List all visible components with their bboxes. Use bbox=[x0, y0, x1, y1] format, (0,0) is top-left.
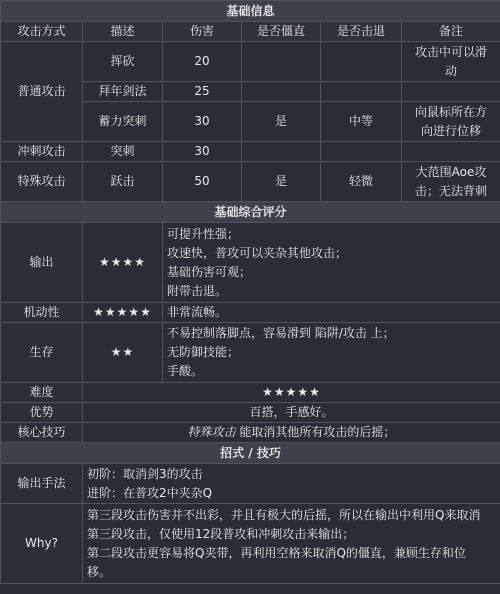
rating-stars: ★★★★ bbox=[83, 223, 163, 303]
note-line: 大范围Aoe攻 bbox=[415, 164, 487, 179]
detail-line: 第三段攻击，仅使用12段普攻和冲刺攻击来输出； bbox=[87, 526, 355, 541]
detail-line: 第二段攻击更容易将Q夹带，再利用空格来取消Q的僵直，兼顾生存和位 bbox=[87, 545, 466, 560]
attack-stagger bbox=[242, 42, 321, 82]
header-attack-type: 攻击方式 bbox=[1, 22, 83, 42]
detail-line: 可提升性强； bbox=[167, 226, 240, 241]
rating-label: 机动性 bbox=[1, 303, 83, 323]
note-line: 攻击中可以滑 bbox=[415, 44, 488, 59]
attack-damage: 30 bbox=[163, 142, 242, 162]
header-knockback: 是否击退 bbox=[321, 22, 402, 42]
note-line: 向进行位移 bbox=[421, 123, 482, 138]
detail-line: 不易控制落脚点，容易滑到 陷阱/攻击 上； bbox=[167, 326, 395, 340]
attack-stagger: 是 bbox=[242, 162, 321, 202]
section-title-basic-info: 基础信息 bbox=[1, 1, 500, 22]
attack-stagger bbox=[242, 142, 321, 162]
detail-line: 初阶：取消剑3的攻击 bbox=[87, 466, 203, 481]
attack-desc: 挥砍 bbox=[83, 42, 163, 82]
rating-label: 核心技巧 bbox=[1, 423, 83, 443]
rating-row-output bbox=[1, 223, 500, 303]
section-title-moves: 招式 / 技巧 bbox=[1, 443, 500, 464]
rating-detail bbox=[163, 223, 500, 303]
table-row bbox=[1, 162, 500, 202]
attack-stagger bbox=[242, 82, 321, 102]
attack-note bbox=[402, 42, 500, 82]
detail-line: 进阶：在普攻2中夹杂Q bbox=[87, 485, 213, 500]
detail-line: 无防御技能； bbox=[167, 345, 240, 359]
detail-line: 非常流畅。 bbox=[163, 303, 500, 323]
rating-row-advantage bbox=[1, 403, 500, 423]
rating-label: 难度 bbox=[1, 383, 83, 403]
detail-line: 移。 bbox=[87, 564, 112, 579]
moves-label: 输出手法 bbox=[1, 464, 83, 504]
section-title-overall-rating: 基础综合评分 bbox=[1, 202, 500, 223]
rating-row-core-skill bbox=[1, 423, 500, 443]
attack-damage: 50 bbox=[163, 162, 242, 202]
core-skill-rest: 能取消其他所有攻击的后摇； bbox=[235, 425, 396, 439]
header-damage: 伤害 bbox=[163, 22, 242, 42]
rating-label: 输出 bbox=[1, 223, 83, 303]
basic-table-header bbox=[1, 22, 500, 42]
attack-stagger: 是 bbox=[242, 102, 321, 142]
table-row bbox=[1, 42, 500, 82]
detail-line: 基础伤害可观； bbox=[167, 264, 252, 279]
attack-desc: 跃击 bbox=[83, 162, 163, 202]
rating-stars: ★★★★★ bbox=[83, 383, 500, 403]
rating-label: 生存 bbox=[1, 323, 83, 383]
attack-desc: 蓄力突刺 bbox=[83, 102, 163, 142]
attack-desc: 突刺 bbox=[83, 142, 163, 162]
rating-row-mobility bbox=[1, 303, 500, 323]
detail-line: 手酸。 bbox=[167, 364, 204, 378]
moves-detail bbox=[83, 464, 500, 504]
attack-damage: 25 bbox=[163, 82, 242, 102]
attack-knockback bbox=[321, 42, 402, 82]
header-note: 备注 bbox=[402, 22, 500, 42]
attack-desc: 拜年剑法 bbox=[83, 82, 163, 102]
attack-note bbox=[402, 82, 500, 102]
table-row bbox=[1, 142, 500, 162]
attack-note bbox=[402, 142, 500, 162]
attack-knockback: 中等 bbox=[321, 102, 402, 142]
core-skill-text bbox=[83, 423, 500, 443]
detail-line: 攻速快，普攻可以夹杂其他攻击； bbox=[167, 245, 348, 260]
moves-row-output bbox=[1, 464, 500, 504]
attack-type-dash: 冲刺攻击 bbox=[1, 142, 83, 162]
attack-knockback: 轻微 bbox=[321, 162, 402, 202]
note-line: 向鼠标所在方 bbox=[415, 104, 488, 119]
note-line: 动 bbox=[445, 63, 458, 78]
advantage-text: 百搭，手感好。 bbox=[83, 403, 500, 423]
attack-damage: 30 bbox=[163, 102, 242, 142]
detail-line: 第三段攻击伤害并不出彩，并且有极大的后摇，所以在输出中利用Q来取消 bbox=[87, 507, 481, 522]
header-description: 描述 bbox=[83, 22, 163, 42]
attack-note bbox=[402, 102, 500, 142]
note-line: 击；无法背刺 bbox=[415, 183, 488, 198]
attack-note bbox=[402, 162, 500, 202]
attack-knockback bbox=[321, 142, 402, 162]
rating-row-difficulty bbox=[1, 383, 500, 403]
attack-type-normal: 普通攻击 bbox=[1, 42, 83, 142]
detail-line: 附带击退。 bbox=[167, 283, 228, 298]
rating-detail bbox=[163, 323, 500, 383]
header-stagger: 是否僵直 bbox=[242, 22, 321, 42]
attack-type-special: 特殊攻击 bbox=[1, 162, 83, 202]
rating-row-survival bbox=[1, 323, 500, 383]
moves-detail bbox=[83, 504, 500, 584]
moves-row-why bbox=[1, 504, 500, 584]
moves-label: Why? bbox=[1, 504, 83, 584]
core-skill-italic: 特殊攻击 bbox=[187, 425, 236, 439]
attack-knockback bbox=[321, 82, 402, 102]
rating-stars: ★★★★★ bbox=[83, 303, 163, 323]
attack-damage: 20 bbox=[163, 42, 242, 82]
rating-stars: ★★ bbox=[83, 323, 163, 383]
rating-label: 优势 bbox=[1, 403, 83, 423]
